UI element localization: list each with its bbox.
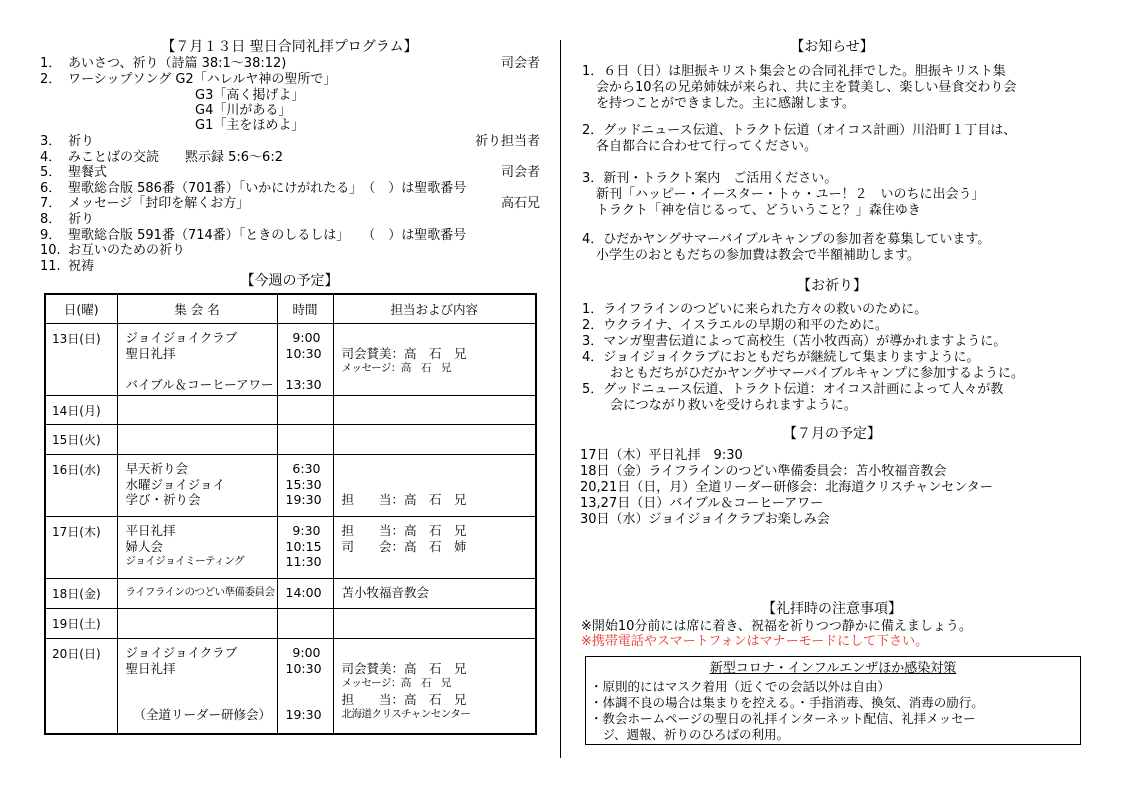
header-notes: 担当および内容 (333, 294, 536, 324)
notice-line: 会から10名の兄弟姉妹が来られ、共に主を賛美し、楽しい昼食交わり会 (596, 80, 1017, 95)
schedule-table (44, 293, 537, 735)
program-item-text: みことばの交読 黙示録 5:6～6:2 (68, 150, 283, 165)
schedule-event-name: （全道リーダー研修会） (133, 707, 272, 722)
program-item-assignee: 高石兄 (500, 196, 540, 211)
program-item-number: 6． (40, 181, 62, 196)
program-item-text: G1「主をほめよ」 (195, 118, 305, 133)
schedule-event-name: 聖日礼拝 (125, 345, 176, 361)
schedule-events (117, 639, 277, 734)
schedule-times (277, 639, 333, 734)
schedule-day: 19日(土) (45, 609, 117, 639)
schedule-event-name: バイブル＆コーヒーアワー (125, 376, 274, 392)
schedule-row (45, 579, 536, 609)
schedule-notes (333, 609, 536, 639)
covid-title: 新型コロナ・インフルエンザほか感染対策 (709, 661, 957, 676)
schedule-note (342, 461, 536, 477)
schedule-note: 北海道クリスチャンセンター (341, 708, 471, 720)
schedule-day: 18日(金) (45, 579, 117, 609)
schedule-time: 6:30 (292, 461, 321, 476)
schedule-note: 担 当：高 石 兄 (341, 523, 467, 538)
worship-note-phone: ※携帯電話やスマートフォンはマナーモードにして下さい。 (581, 634, 929, 649)
program-item-text: メッセージ「封印を解くお方」 (68, 196, 250, 211)
schedule-time: 13:30 (285, 376, 322, 392)
program-item-text: 聖餐式 (68, 165, 108, 180)
schedule-times (277, 324, 333, 396)
schedule-event-name (126, 676, 277, 692)
schedule-day: 15日(火) (45, 425, 117, 455)
notices-title: 【お知らせ】 (790, 39, 874, 55)
schedule-times (277, 609, 333, 639)
program-item-number: 8． (40, 212, 62, 227)
program-item-number: 4． (40, 150, 62, 165)
program-item-number: 7． (40, 196, 62, 211)
schedule-day: 20日(日) (45, 639, 117, 734)
notice-line: 各自都合に合わせて行ってください。 (596, 139, 818, 154)
covid-item: ・体調不良の場合は集まりを控える。・手指消毒、換気、消毒の励行。 (590, 695, 984, 710)
schedule-row (45, 324, 536, 396)
program-item-number: 3． (40, 134, 62, 149)
schedule-note: メッセージ：高 石 兄 (341, 677, 451, 689)
prayer-line: 2．ウクライナ、イスラエルの早期の和平のために。 (582, 318, 888, 333)
prayer-line: 1．ライフラインのつどいに来られた方々の救いのために。 (582, 302, 928, 317)
schedule-event-name: 平日礼拝 (125, 523, 176, 538)
schedule-note: 司 会：高 石 姉 (341, 538, 467, 554)
schedule-time: 11:30 (285, 554, 322, 569)
schedule-time (286, 692, 321, 708)
schedule-notes (333, 455, 536, 517)
notice-line: 2．グッドニュース伝道、トラクト伝道（オイコス計画）川沿町１丁目は、 (582, 123, 1017, 138)
program-item-number: 9． (40, 228, 62, 243)
schedule-times (277, 579, 333, 609)
schedule-note (342, 377, 536, 393)
schedule-row (45, 517, 536, 579)
schedule-notes (333, 579, 536, 609)
schedule-notes (333, 324, 536, 396)
schedule-event-name: 早天祈り会 (125, 461, 189, 476)
july-event: 18日（金）ライフラインのつどい準備委員会：苫小牧福音教会 (580, 464, 947, 479)
schedule-day: 14日(月) (45, 396, 117, 425)
notice-line: を持つことができました。主に感謝します。 (596, 96, 855, 111)
program-item-text: 聖歌総合版 586番（701番）「いかにけがれたる」 （ ）は聖歌番号 (68, 181, 467, 196)
schedule-note (342, 554, 536, 570)
prayer-line: おともだちがひだかヤングサマーバイブルキャンプに参加するように。 (610, 366, 1025, 381)
schedule-header-row (45, 294, 536, 324)
schedule-day: 13日(日) (45, 324, 117, 396)
schedule-event-name: ジョイジョイクラブ (125, 330, 238, 345)
schedule-event-name: 婦人会 (125, 538, 164, 554)
program-item-text: 聖歌総合版 591番（714番）「ときのしるしは」 （ ）は聖歌番号 (68, 228, 467, 243)
july-event: 13,27日（日）バイブル＆コーヒーアワー (580, 496, 824, 511)
schedule-times (277, 425, 333, 455)
worship-note-silence: ※開始10分前には席に着き、祝福を祈りつつ静かに備えましょう。 (581, 619, 972, 634)
program-item-assignee: 司会者 (500, 165, 540, 180)
prayer-line: 会につながり救いを受けられますように。 (610, 398, 857, 413)
schedule-events (117, 425, 277, 455)
program-item-text: ワーシップソング G2「ハレルヤ神の聖所で」 (68, 72, 337, 87)
program-item-text: 祈り (68, 212, 95, 227)
schedule-notes (333, 396, 536, 425)
prayers-title: 【お祈り】 (797, 278, 867, 294)
schedule-note: メッセージ：高 石 兄 (341, 362, 451, 374)
program-item-number: 5． (40, 165, 62, 180)
schedule-note (342, 477, 536, 493)
notice-line: 小学生のおともだちの参加費は教会で半額補助します。 (596, 248, 920, 263)
schedule-row (45, 639, 536, 734)
schedule-time: 9:00 (292, 330, 321, 345)
worship-notes-title: 【礼拝時の注意事項】 (762, 601, 902, 617)
schedule-time: 19:30 (285, 492, 322, 507)
notice-line: 4．ひだかヤングサマーバイブルキャンプの参加者を募集しています。 (582, 232, 991, 247)
covid-item: ・教会ホームページの聖日の礼拝インターネット配信、礼拝メッセー (590, 711, 976, 726)
schedule-row (45, 425, 536, 455)
program-item-assignee: 祈り担当者 (474, 134, 540, 149)
schedule-notes (333, 517, 536, 579)
schedule-time: 10:30 (285, 660, 322, 676)
schedule-note: 担 当：高 石 兄 (341, 492, 467, 507)
schedule-row (45, 396, 536, 425)
schedule-note: 苫小牧福音教会 (341, 585, 430, 600)
covid-item: ・原則的にはマスク着用（近くでの会話以外は自由） (590, 679, 891, 694)
notice-line: 新刊「ハッピー・イースター・トゥ・ユー！２ いのちに出会う」 (596, 187, 985, 202)
schedule-title: 【今週の予定】 (240, 273, 339, 289)
schedule-time (286, 676, 321, 692)
program-item-text: G3「高く掲げよ」 (195, 88, 305, 103)
schedule-time: 10:15 (285, 538, 322, 554)
schedule-times (277, 455, 333, 517)
prayer-line: 4．ジョイジョイクラブにおともだちが継続して集まりますように。 (582, 350, 980, 365)
schedule-times (277, 396, 333, 425)
notice-line: 1．６日（日）は胆振キリスト集会との合同礼拝でした。胆振キリスト集 (582, 64, 1006, 79)
july-event: 20,21日（日，月）全道リーダー研修会：北海道クリスチャンセンター (580, 480, 993, 495)
program-item-text: G4「川がある」 (195, 103, 292, 118)
schedule-notes (333, 425, 536, 455)
program-item-number: 1． (40, 56, 62, 71)
program-item-text: 祈り (68, 134, 95, 149)
schedule-row (45, 609, 536, 639)
notice-line: 3．新刊・トラクト案内 ご活用ください。 (582, 171, 838, 186)
header-time: 時間 (277, 294, 333, 324)
program-title: 【７月１３日 聖日合同礼拝プログラム】 (161, 39, 418, 55)
schedule-day: 16日(水) (45, 455, 117, 517)
schedule-event-name: 聖日礼拝 (125, 660, 176, 676)
column-divider (560, 40, 561, 758)
schedule-day: 17日(木) (45, 517, 117, 579)
schedule-event-name: ジョイジョイクラブ (125, 645, 238, 660)
header-event: 集 会 名 (117, 294, 277, 324)
schedule-row (45, 455, 536, 517)
schedule-events (117, 609, 277, 639)
prayer-line: 5．グッドニュース伝道、トラクト伝道：オイコス計画によって人々が教 (582, 382, 1004, 397)
schedule-event-name (126, 361, 277, 377)
schedule-note (342, 645, 536, 661)
program-item-number: 2． (40, 72, 62, 87)
schedule-events (117, 517, 277, 579)
schedule-time: 10:30 (285, 345, 322, 361)
schedule-times (277, 517, 333, 579)
schedule-event-name: 水曜ジョイジョイ (125, 476, 226, 492)
schedule-time: 14:00 (285, 585, 322, 600)
schedule-events (117, 579, 277, 609)
schedule-events (117, 396, 277, 425)
july-event: 17日（木）平日礼拝 9:30 (580, 448, 743, 463)
program-item-text: あいさつ、祈り（詩篇 38:1～38:12) (68, 56, 287, 71)
schedule-time: 15:30 (285, 476, 322, 492)
program-item-assignee: 司会者 (500, 56, 540, 71)
notice-line: トラクト「神を信じるって、どういうこと？」森住ゆき (596, 203, 921, 218)
july-title: 【７月の予定】 (783, 426, 881, 442)
july-event: 30日（水）ジョイジョイクラブお楽しみ会 (580, 512, 830, 527)
schedule-note: 司会賛美：高 石 兄 (341, 660, 467, 676)
schedule-event-name: 学び・祈り会 (125, 492, 201, 507)
schedule-note (342, 330, 536, 346)
prayer-line: 3．マンガ聖書伝道によって高校生（苫小牧西高）が導かれますように。 (582, 334, 1007, 349)
schedule-event-name: ジョイジョイミーティング (125, 555, 245, 567)
program-item-text: 祝祷 (68, 259, 95, 274)
schedule-time: 9:30 (292, 523, 321, 538)
schedule-event-name: ライフラインのつどい準備委員会 (125, 586, 275, 598)
schedule-events (117, 455, 277, 517)
schedule-note: 司会賛美：高 石 兄 (341, 345, 467, 361)
schedule-events (117, 324, 277, 396)
covid-box (585, 656, 1081, 745)
schedule-event-name (126, 692, 277, 708)
program-item-number: 10. (40, 243, 61, 258)
program-item-text: お互いのための祈り (68, 243, 186, 258)
program-item-number: 11. (40, 259, 61, 274)
schedule-time: 19:30 (285, 707, 322, 722)
schedule-notes (333, 639, 536, 734)
header-day: 日(曜) (45, 294, 117, 324)
covid-item: ジ、週報、祈りのひろばの利用。 (590, 727, 790, 742)
schedule-time: 9:00 (292, 645, 321, 660)
schedule-note: 担 当：高 石 兄 (341, 691, 467, 707)
schedule-time (286, 361, 321, 377)
